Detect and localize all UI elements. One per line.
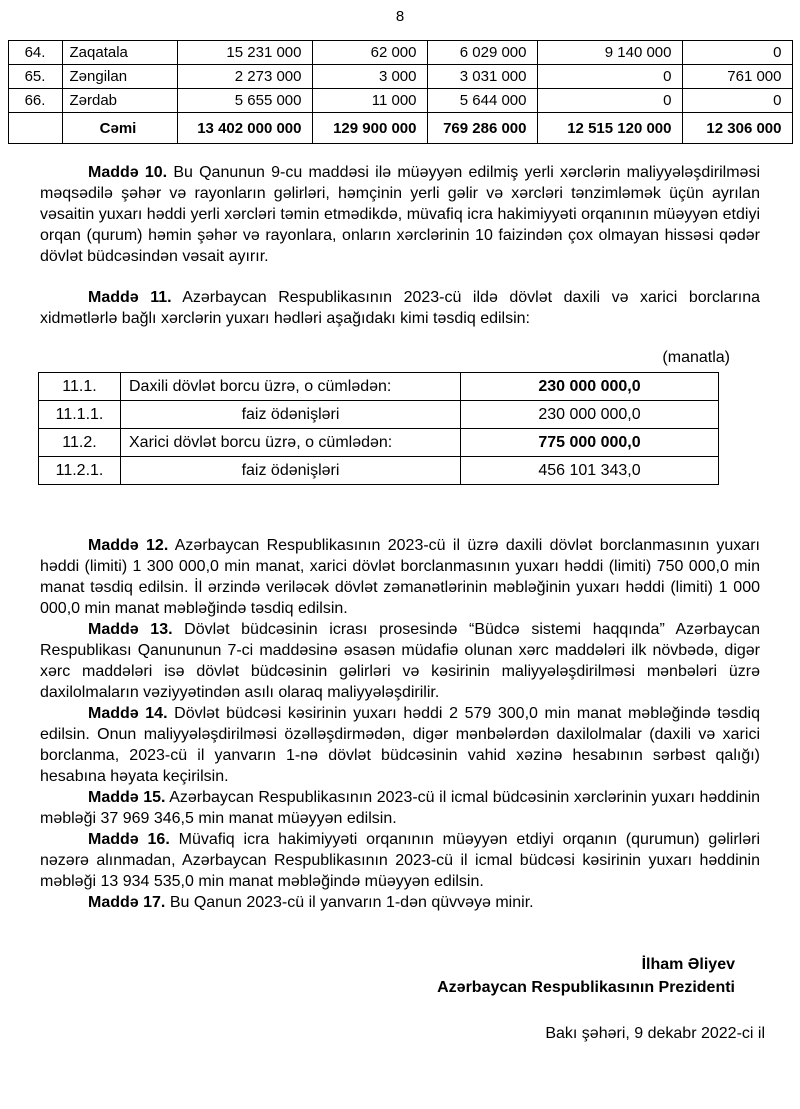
table-row — [8, 65, 792, 89]
article-14-label: Maddə 14. — [88, 705, 168, 722]
place-date-line: Bakı şəhəri, 9 dekabr 2022-ci il — [545, 1025, 765, 1042]
row-number-cell: 64. — [8, 41, 62, 65]
region-name-cell: Zaqatala — [62, 41, 177, 65]
table-row — [39, 457, 719, 485]
item-number-cell: 11.2.1. — [39, 457, 121, 485]
table-row — [39, 373, 719, 401]
signer-name: İlham Əliyev — [641, 956, 735, 973]
article-13-text: Dövlət büdcəsinin icrası prosesində “Büdcə sistemi haqqında” Azərbaycan Respublikası Qanununun 7-ci maddəsinə əsasən müdafiə olunan xərc maddələri ilk növbədə, digər xərc maddələri isə dövlət büdcəsinin gəlirləri və kəsirinin maliyyələşdirilməsi mənbələri üzrə daxilolmaların vəziyyətindən asılı olaraq maliyyələşdirilir. — [40, 621, 761, 701]
row-number-cell: 66. — [8, 89, 62, 113]
amount-cell: 11 000 — [312, 89, 427, 113]
regions-budget-table — [8, 40, 793, 144]
total-amount-cell: 12 515 120 000 — [537, 113, 682, 144]
amount-cell: 3 031 000 — [427, 65, 537, 89]
table-row — [8, 41, 792, 65]
article-15-label: Maddə 15. — [88, 789, 166, 806]
total-amount-cell: 12 306 000 — [682, 113, 792, 144]
article-12-paragraph — [40, 535, 760, 619]
article-16-label: Maddə 16. — [88, 831, 170, 848]
amount-cell: 15 231 000 — [177, 41, 312, 65]
article-11-label: Maddə 11. — [88, 289, 172, 306]
amount-cell: 456 101 343,0 — [461, 457, 719, 485]
currency-note: (manatla) — [662, 349, 730, 366]
description-cell: Xarici dövlət borcu üzrə, o cümlədən: — [121, 429, 461, 457]
item-number-cell: 11.2. — [39, 429, 121, 457]
page-number: 8 — [395, 8, 405, 25]
article-13-label: Maddə 13. — [88, 621, 173, 638]
description-cell: faiz ödənişləri — [121, 401, 461, 429]
article-14-paragraph — [40, 703, 760, 787]
region-name-cell: Zərdab — [62, 89, 177, 113]
amount-cell: 6 029 000 — [427, 41, 537, 65]
article-10-label: Maddə 10. — [88, 164, 168, 181]
description-cell: Daxili dövlət borcu üzrə, o cümlədən: — [121, 373, 461, 401]
article-15-paragraph — [40, 787, 760, 829]
article-13-paragraph — [40, 619, 760, 703]
table-row — [39, 401, 719, 429]
signature-block — [0, 953, 800, 999]
article-14-text: Dövlət büdcəsi kəsirinin yuxarı həddi 2 579 300,0 min manat məbləğində təsdiq edilsin. Onun maliyyələşdirilməsi özəlləşdirmədən, digər mənbələrdən daxilolmalar (daxili və xarici borclanma, 2023-cü il yanvarın 1-nə dövlət büdcəsinin vahid xəzinə hesabının sərbəst qalığı) hesabına həyata keçirilsin. — [40, 705, 761, 785]
article-11-paragraph — [40, 287, 760, 329]
total-label-cell: Cəmi — [62, 113, 177, 144]
amount-cell: 62 000 — [312, 41, 427, 65]
total-amount-cell: 769 286 000 — [427, 113, 537, 144]
total-amount-cell: 13 402 000 000 — [177, 113, 312, 144]
article-17-label: Maddə 17. — [88, 894, 166, 911]
article-16-paragraph — [40, 829, 760, 892]
signer-title: Azərbaycan Respublikasının Prezidenti — [437, 979, 735, 996]
amount-cell: 0 — [537, 89, 682, 113]
amount-cell: 230 000 000,0 — [461, 401, 719, 429]
table-row — [39, 429, 719, 457]
item-number-cell: 11.1.1. — [39, 401, 121, 429]
amount-cell: 5 644 000 — [427, 89, 537, 113]
amount-cell: 2 273 000 — [177, 65, 312, 89]
table-row — [8, 89, 792, 113]
article-17-paragraph — [40, 892, 760, 913]
amount-cell: 9 140 000 — [537, 41, 682, 65]
region-name-cell: Zəngilan — [62, 65, 177, 89]
description-cell: faiz ödənişləri — [121, 457, 461, 485]
article-12-label: Maddə 12. — [88, 537, 169, 554]
article-10-text: Bu Qanunun 9-cu maddəsi ilə müəyyən edilmiş yerli xərclərin maliyyələşdirilməsi məqsədilə şəhər və rayonların gəlirləri, həmçinin yerli gəlir və xərcləri tənzimləmək üçün ayrılan vəsaitin yuxarı həddi yerli xərcləri təmin etmədikdə, müvafiq icra hakimiyyəti orqanının müəyyən etdiyi orqan (qurum) həmin şəhər və rayonlara, onların xərclərinin 10 faizindən çox olmayan hissəsi qədər dövlət büdcəsindən vəsait ayırır. — [40, 164, 761, 265]
amount-cell: 230 000 000,0 — [461, 373, 719, 401]
row-number-cell: 65. — [8, 65, 62, 89]
amount-cell: 0 — [682, 89, 792, 113]
debt-limits-table — [38, 372, 719, 485]
article-16-text: Müvafiq icra hakimiyyəti orqanının müəyyən etdiyi orqanın (qurumun) gəlirləri nəzərə alınmadan, Azərbaycan Respublikasının 2023-cü il icmal büdcəsi kəsirinin yuxarı həddinin məbləği 13 934 535,0 min manat məbləğində müəyyən edilsin. — [40, 831, 761, 890]
amount-cell: 0 — [537, 65, 682, 89]
amount-cell: 775 000 000,0 — [461, 429, 719, 457]
amount-cell: 3 000 — [312, 65, 427, 89]
article-15-text: Azərbaycan Respublikasının 2023-cü il icmal büdcəsinin xərclərinin yuxarı həddinin məbləği 37 969 346,5 min manat müəyyən edilsin. — [40, 789, 761, 827]
article-11-text: Azərbaycan Respublikasının 2023-cü ildə dövlət daxili və xarici borclarına xidmətlərlə bağlı xərclərin yuxarı hədləri aşağıdakı kimi təsdiq edilsin: — [40, 289, 760, 327]
row-number-cell — [8, 113, 62, 144]
article-17-text: Bu Qanun 2023-cü il yanvarın 1-dən qüvvəyə minir. — [169, 894, 534, 911]
amount-cell: 5 655 000 — [177, 89, 312, 113]
total-amount-cell: 129 900 000 — [312, 113, 427, 144]
item-number-cell: 11.1. — [39, 373, 121, 401]
amount-cell: 0 — [682, 41, 792, 65]
article-12-text: Azərbaycan Respublikasının 2023-cü il üzrə daxili dövlət borclanmasının yuxarı həddi (limiti) 1 300 000,0 min manat, xarici dövlət borclanmasının yuxarı həddi (limiti) 750 000,0 min manat təsdiq edilsin. İl ərzində veriləcək dövlət zəmanətlərinin məbləğinin yuxarı həddi (limiti) 1 000 000,0 min manat məbləğində təsdiq edilsin. — [40, 537, 761, 617]
article-10-paragraph — [40, 162, 760, 267]
table-total-row — [8, 113, 792, 144]
amount-cell: 761 000 — [682, 65, 792, 89]
